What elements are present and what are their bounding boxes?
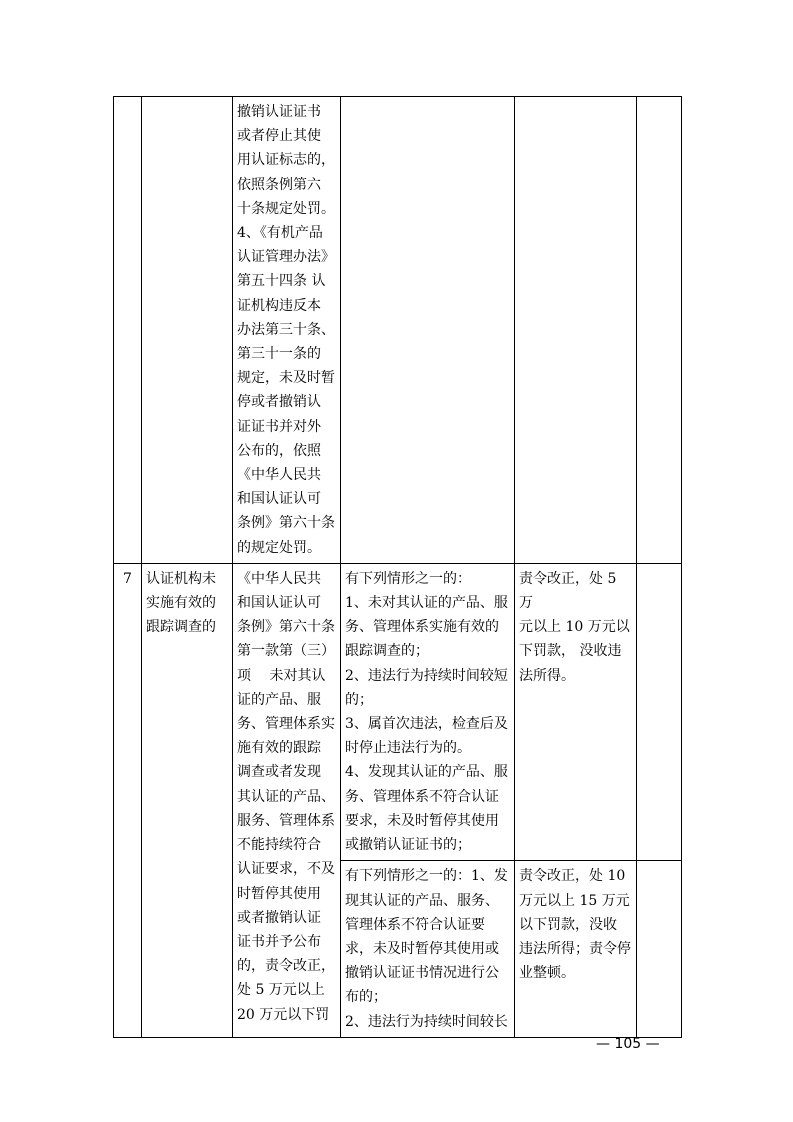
note-cell xyxy=(637,97,682,564)
circumstance-cell: 有下列情形之一的：1、发 现其认证的产品、服务、 管理体系不符合认证要 求，未及时暂停其使用或 撤销认证证书情况进行公 布的； 2、违法行为持续时间较长 xyxy=(341,861,515,1037)
violation-item-cell: 认证机构未 实施有效的 跟踪调查的 xyxy=(142,563,233,1037)
page-number: — 105 — xyxy=(596,1036,660,1052)
legal-basis-cell: 撤销认证证书 或者停止其使 用认证标志的， 依照条例第六 十条规定处罚。 4、《有机产品 认证管理办法》 第五十四条 认 证机构违反本 办法第三十条、 第三十一条的 规定，未及时暂 停或者撤销认 证证书并对外 公布的，依照 《中华人民共 和国认证认可 条例》第六十条 的规定处罚。 xyxy=(233,97,341,564)
circumstance-cell: 有下列情形之一的： 1、未对其认证的产品、服 务、管理体系实施有效的 跟踪调查的； 2、违法行为持续时间较短 的； 3、属首次违法，检查后及 时停止违法行为的。 4、发现其认证的产品、服 务、管理体系不符合认证 要求，未及时暂停其使用 或撤销认证证书的； xyxy=(341,563,515,860)
legal-basis-cell: 《中华人民共 和国认证认可 条例》第六十条 第一款第（三） 项 未对其认 证的产品、服 务、管理体系实 施有效的跟踪 调查或者发现 其认证的产品、 服务、管理体系 不能持续符合 认证要求，不及 时暂停其使用 或者撤销认证 证书并予公布 的，责令改正， 处 5 万元以上 20 万元以下罚 xyxy=(233,563,341,1037)
penalty-cell: 责令改正，处 5 万 元以上 10 万元以 下罚款， 没收违 法所得。 xyxy=(515,563,637,860)
circumstance-cell xyxy=(341,97,515,564)
row-number-cell xyxy=(114,97,142,564)
penalty-cell: 责令改正，处 10 万元以上 15 万元 以下罚款，没收 违法所得；责令停 业整顿。 xyxy=(515,861,637,1037)
row-number-cell: 7 xyxy=(114,563,142,1037)
table-row-continued xyxy=(114,97,682,564)
note-cell xyxy=(637,563,682,860)
table-row-7a xyxy=(114,563,682,860)
penalty-cell xyxy=(515,97,637,564)
penalty-table xyxy=(113,96,682,1038)
violation-item-cell xyxy=(142,97,233,564)
note-cell xyxy=(637,861,682,1037)
